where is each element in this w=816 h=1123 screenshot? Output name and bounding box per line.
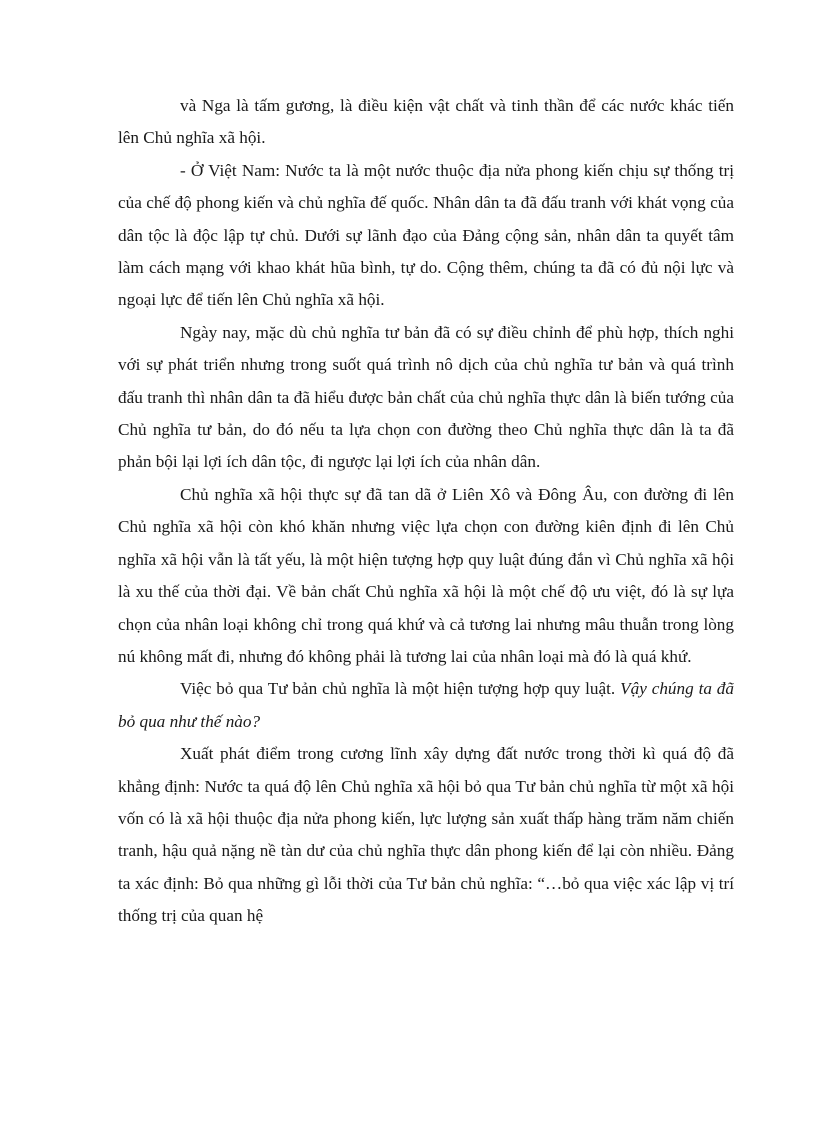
paragraph-5	[118, 673, 734, 738]
paragraph-1: và Nga là tấm gương, là điều kiện vật chất và tinh thần để các nước khác tiến lên Chủ nghĩa xã hội.	[118, 96, 734, 148]
document-page	[118, 90, 734, 933]
paragraph-4: Chủ nghĩa xã hội thực sự đã tan dã ở Liên Xô và Đông Âu, con đường đi lên Chủ nghĩa xã hội còn khó khăn nhưng việc lựa chọn con đường kiên định đi lên Chủ nghĩa xã hội vẫn là tất yếu, là một hiện tượng hợp quy luật đúng đắn vì Chủ nghĩa xã hội là xu thế của thời đại. Về bản chất Chủ nghĩa xã hội là một chế độ ưu việt, đó là sự lựa chọn của nhân loại không chỉ trong quá khứ và cả tương lai nhưng mâu thuẫn trong lòng nú không mất đi, nhưng đó không phải là tương lai của nhân loại mà đó là quá khứ.	[118, 484, 734, 666]
paragraph-2: - Ở Việt Nam: Nước ta là một nước thuộc địa nửa phong kiến chịu sự thống trị của chế độ phong kiến và chủ nghĩa đế quốc. Nhân dân ta đã đấu tranh với khát vọng của dân tộc là độc lập tự chủ. Dưới sự lãnh đạo của Đảng cộng sản, nhân dân ta quyết tâm làm cách mạng với khao khát hũa bình, tự do. Cộng thêm, chúng ta đã có đủ nội lực và ngoại lực để tiến lên Chủ nghĩa xã hội.	[118, 160, 734, 310]
paragraph-6: Xuất phát điểm trong cương lĩnh xây dựng đất nước trong thời kì quá độ đã khẳng định: Nước ta quá độ lên Chủ nghĩa xã hội bỏ qua Tư bản chủ nghĩa từ một xã hội vốn có là xã hội thuộc địa nửa phong kiến, lực lượng sản xuất thấp hàng trăm năm chiến tranh, hậu quả nặng nề tàn dư của chủ nghĩa thực dân phong kiến để lại còn nhiều. Đảng ta xác định: Bỏ qua những gì lỗi thời của Tư bản chủ nghĩa: “…bỏ qua việc xác lập vị trí thống trị của quan hệ	[118, 744, 734, 926]
question-italic-text: Vậy chúng ta đã bỏ qua như thế nào?	[118, 679, 734, 731]
question-text: Việc bỏ qua Tư bản chủ nghĩa là một hiện tượng hợp quy luật.	[180, 679, 616, 699]
paragraph-3: Ngày nay, mặc dù chủ nghĩa tư bản đã có sự điều chỉnh để phù hợp, thích nghi với sự phát triển nhưng trong suốt quá trình nô dịch của chủ nghĩa tư bản và quá trình đấu tranh thì nhân dân ta đã hiểu được bản chất của chủ nghĩa thực dân là biến tướng của Chủ nghĩa tư bản, do đó nếu ta lựa chọn con đường theo Chủ nghĩa thực dân là ta đã phản bội lại lợi ích dân tộc, đi ngược lại lợi ích của nhân dân.	[118, 322, 734, 472]
